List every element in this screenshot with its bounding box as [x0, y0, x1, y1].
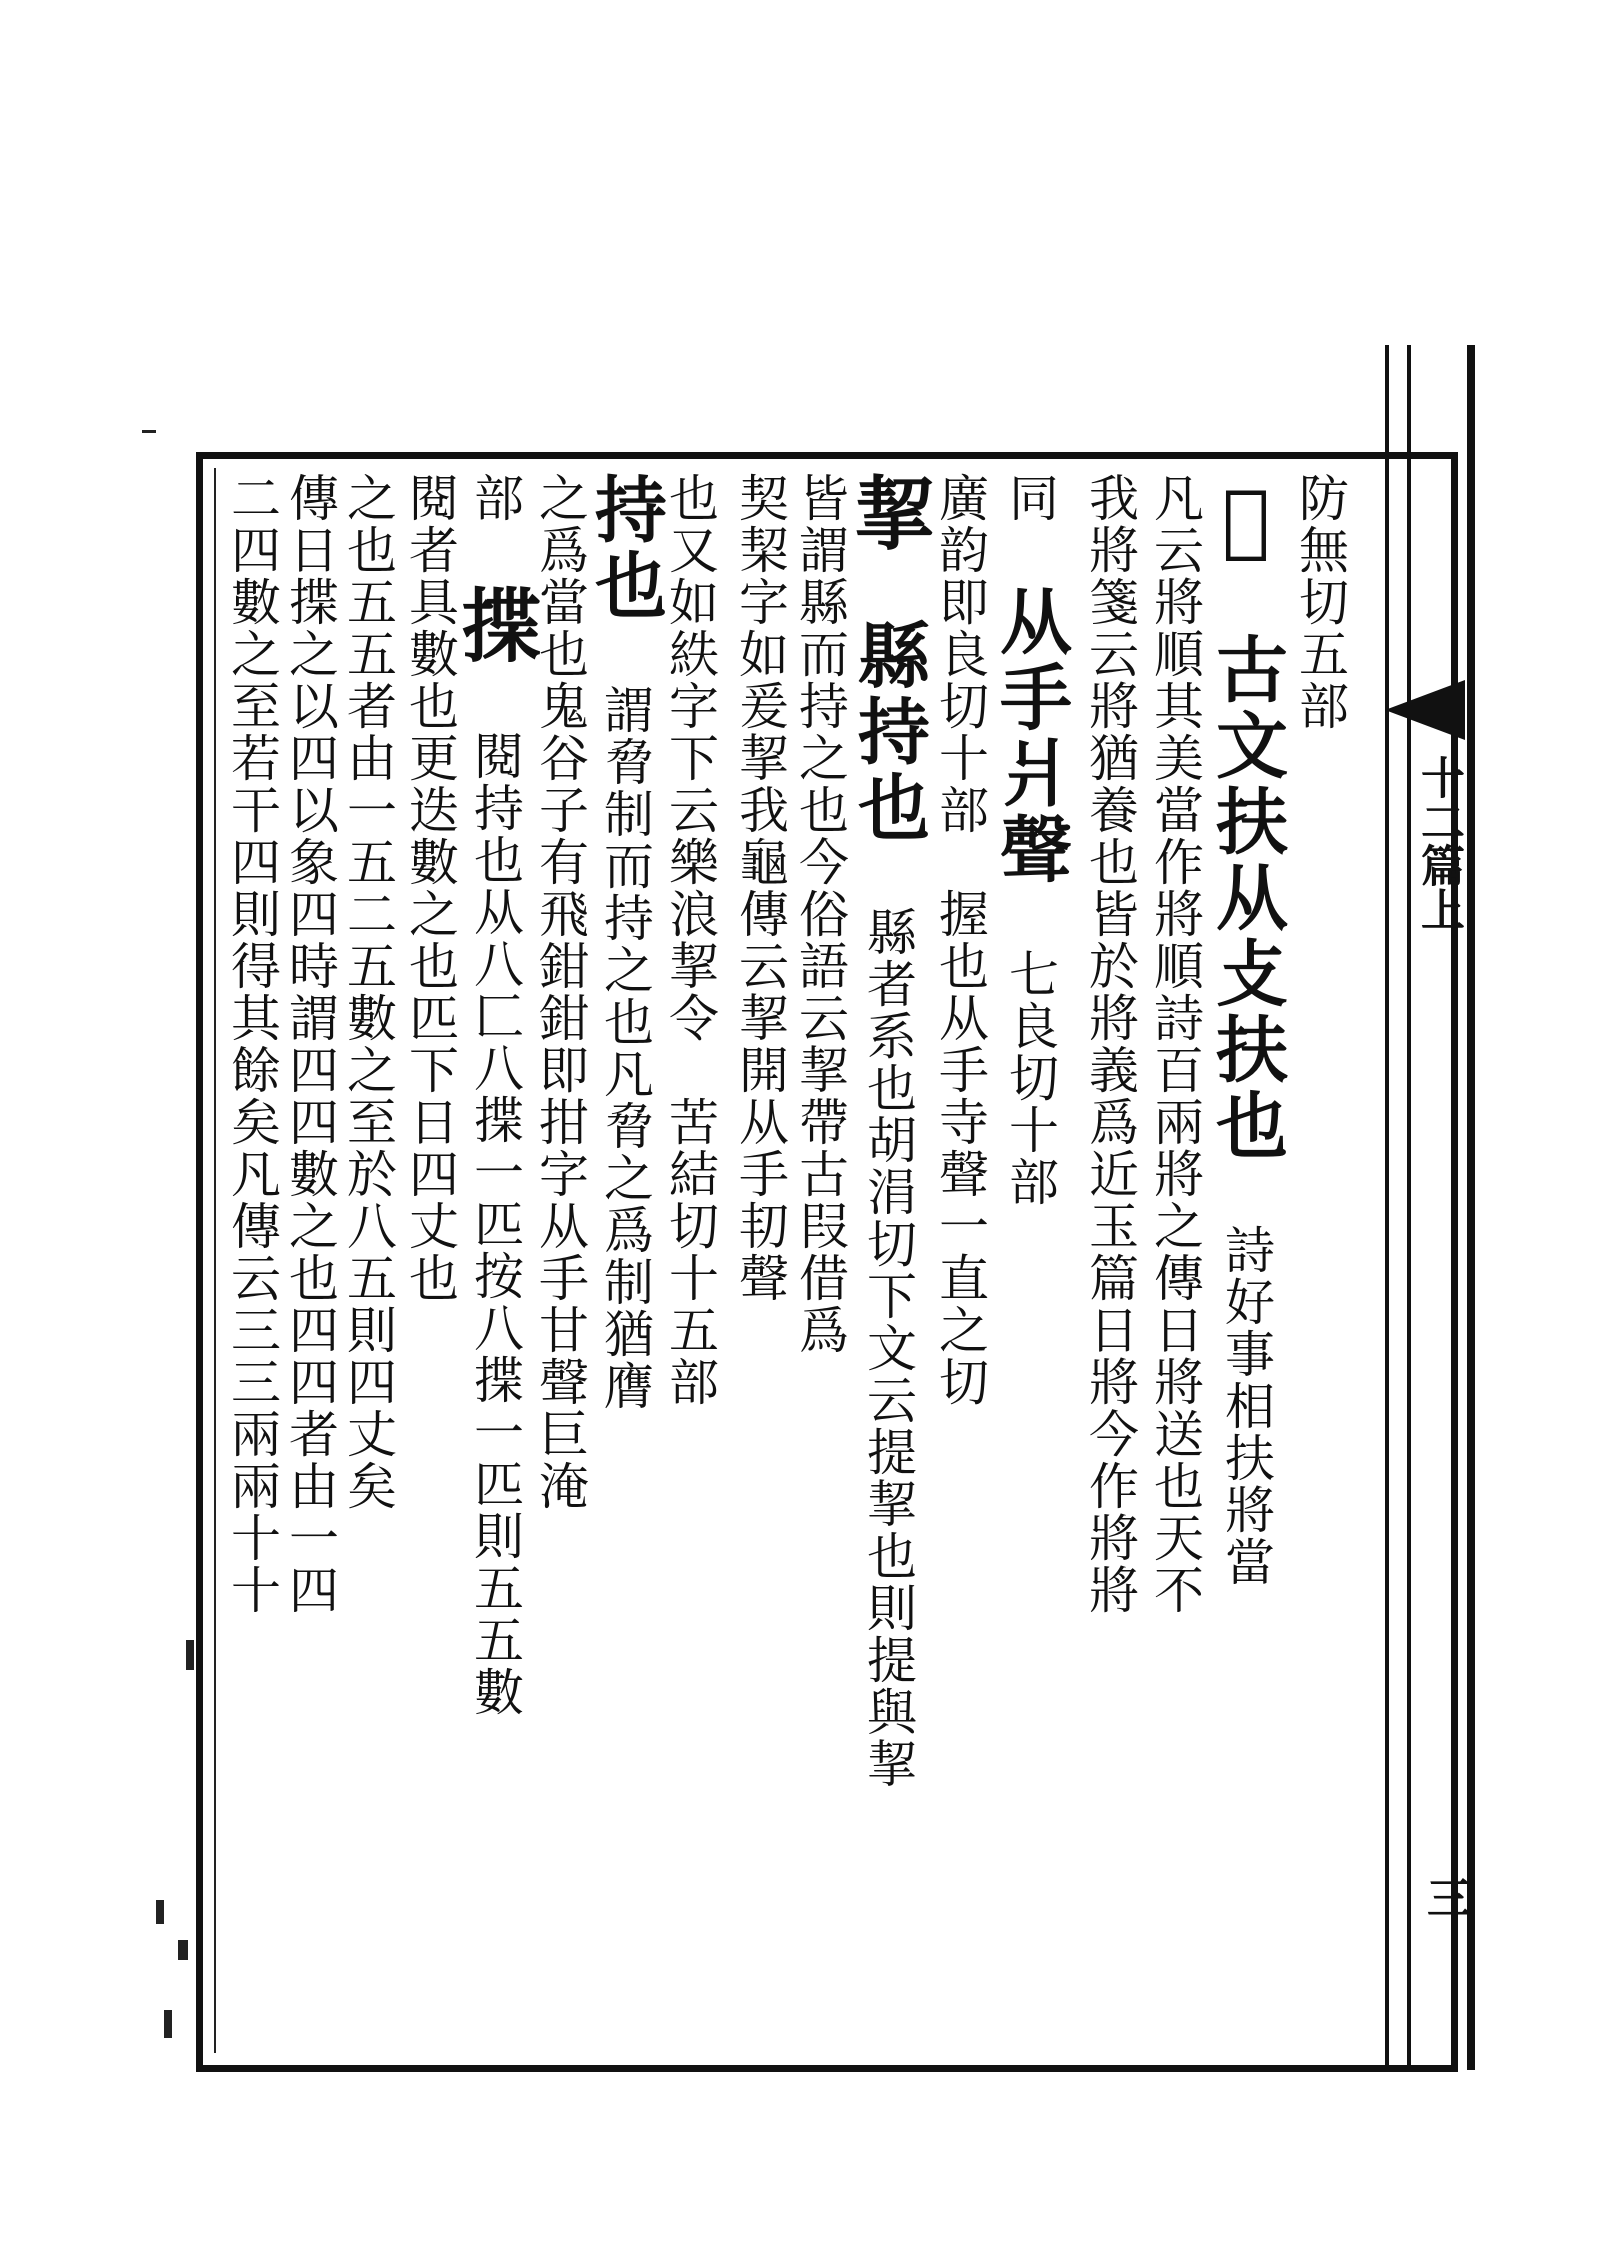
text-column-2	[1199, 472, 1293, 2052]
column-text: 契栔字如爰挈我龜傳云挈開从手㓞聲	[731, 472, 789, 1304]
text-column-14	[400, 472, 460, 2052]
column-text: 閱者具數也更迭數之也匹下日四丈也	[401, 472, 459, 1304]
text-column-7	[841, 472, 935, 2052]
stray-mark	[156, 1900, 164, 1924]
column-text: 也又如紩字下云樂浪挈令 苦結切十五部	[661, 472, 719, 1408]
column-text: 詩好事相扶將當	[1217, 1224, 1275, 1588]
column-heading: 縣持也	[846, 618, 931, 846]
text-column-16	[280, 472, 340, 2052]
text-column-13	[448, 472, 542, 2052]
text-column-17	[222, 472, 282, 2052]
column-text: 之爲當也鬼谷子有飛鉗鉗即拑字从手甘聲巨淹	[531, 472, 589, 1512]
column-text: 皆謂縣而持之也今俗語云挈帶古叚借爲	[791, 472, 849, 1356]
seal-character: 揲	[448, 584, 542, 670]
fold-edge	[1467, 345, 1475, 2070]
stray-mark	[178, 1940, 188, 1960]
text-column-11	[583, 472, 668, 2052]
column-text: 傳日揲之以四以象四時謂四四數之也四四者由一四	[281, 472, 339, 1616]
column-heading: 从手爿聲	[988, 584, 1073, 888]
seal-character: 𢪛	[1199, 472, 1293, 572]
column-text: 我將箋云將猶養也皆於將義爲近玉篇日將今作將將	[1081, 472, 1139, 1616]
stray-mark	[186, 1640, 194, 1670]
column-text: 閱持也从八匚八揲一匹按八揲一匹則五五數	[466, 730, 524, 1718]
text-column-9	[730, 472, 790, 2052]
stray-mark	[164, 2010, 172, 2038]
fold-line-mid	[1407, 345, 1411, 2070]
column-text: 縣者系也胡涓切下文云提挈也則提與挈	[859, 906, 917, 1790]
column-text: 之也五五者由一五二五數之至於八五則四丈矣	[339, 472, 397, 1512]
text-column-6	[930, 472, 990, 2052]
text-column-15	[338, 472, 398, 2052]
stray-mark	[142, 430, 156, 433]
fold-fishtail-mark	[1385, 680, 1465, 740]
column-heading: 古文扶从攴扶也	[1204, 632, 1289, 1164]
text-column-4	[1080, 472, 1140, 2052]
column-text: 防無切五部	[1291, 472, 1349, 732]
column-text: 部	[466, 472, 524, 524]
seal-character: 挈	[841, 472, 935, 558]
column-text: 謂脅制而持之也凡脅之爲制猶膺	[596, 684, 654, 1412]
text-column-8	[790, 472, 850, 2052]
column-text: 二四數之至若干四則得其餘矣凡傳云三三兩兩十十	[223, 472, 281, 1616]
text-column-5	[988, 472, 1073, 2052]
column-heading: 持也	[583, 472, 668, 624]
column-text: 廣韵即良切十部 握也从手寺聲一直之切	[931, 472, 989, 1408]
text-column-3	[1145, 472, 1205, 2052]
inner-rule	[214, 468, 216, 2053]
text-column-1	[1290, 472, 1350, 2052]
text-column-12	[530, 472, 590, 2052]
fold-page-number: 三	[1419, 1875, 1470, 1919]
text-column-10	[660, 472, 720, 2052]
fold-title: 十二篇上	[1413, 755, 1464, 931]
column-text: 同	[1001, 472, 1059, 524]
column-text: 凡云將順其美當作將順詩百兩將之傳日將送也天不	[1146, 472, 1204, 1616]
fold-line-left	[1385, 345, 1389, 2070]
fold-column	[1385, 345, 1475, 2070]
column-text: 七良切十部	[1001, 948, 1059, 1208]
